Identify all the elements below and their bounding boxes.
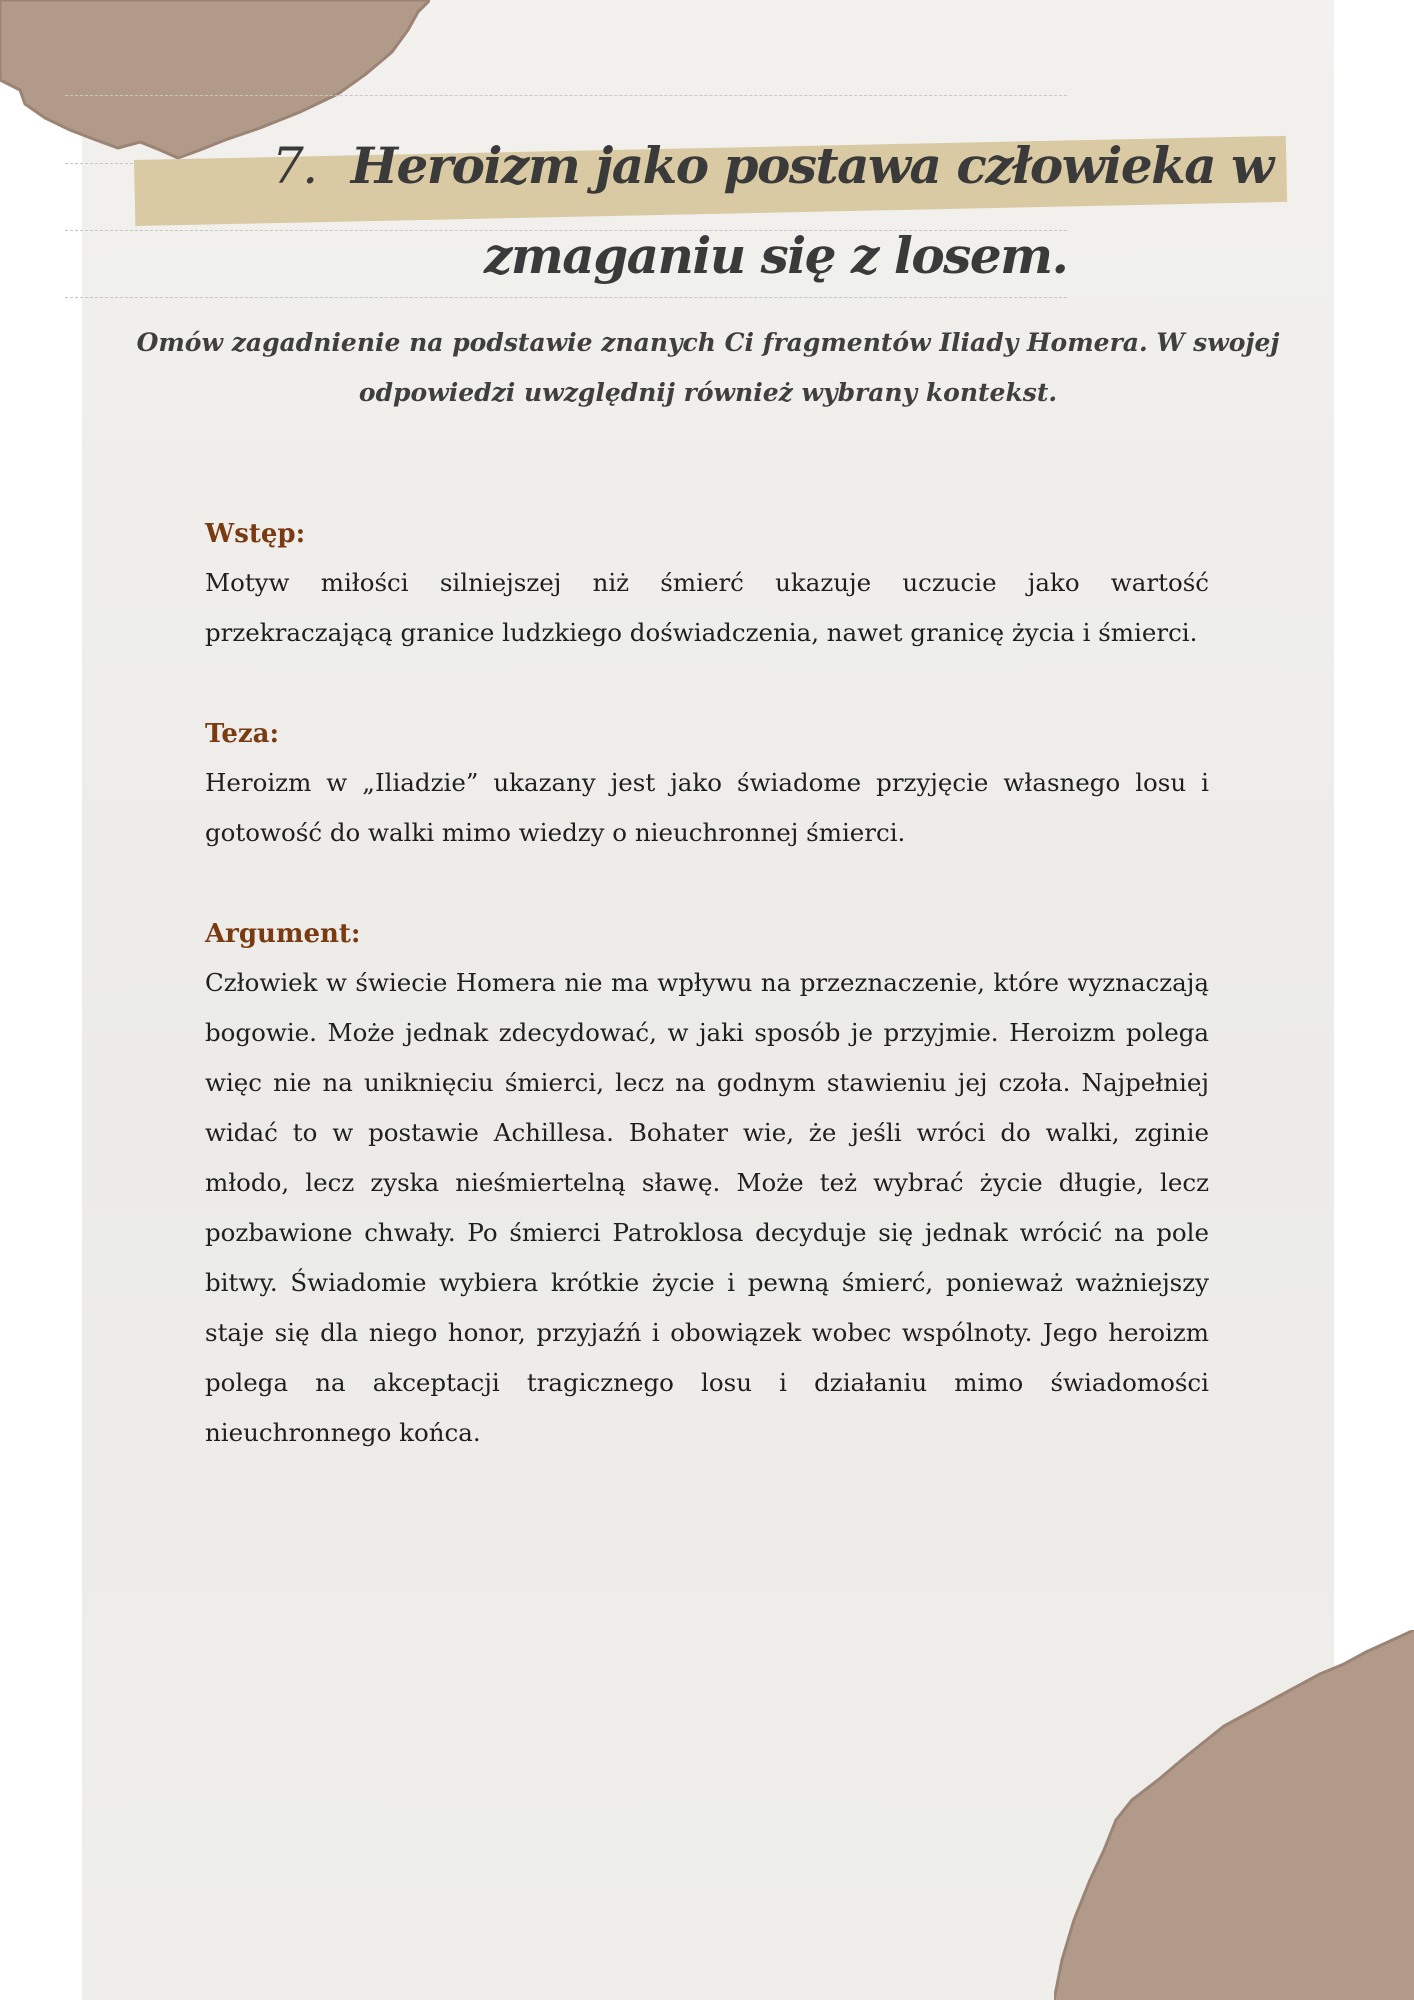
section-heading-intro: Wstęp:	[205, 519, 306, 549]
page-title-line-2: zmaganiu się z losem.	[484, 226, 1068, 285]
section-text-intro: Motyw miłości silniejszej niż śmierć ukazuje uczucie jako wartość przekraczającą granice ludzkiego doświadczenia, nawet granicę życia i śmierci.	[205, 568, 1209, 647]
ruled-line	[65, 297, 1067, 298]
section-intro	[205, 516, 1209, 658]
section-text-argument: Człowiek w świecie Homera nie ma wpływu na przeznaczenie, które wyznaczają bogowie. Może jednak zdecydować, w jaki sposób je przyjmie. Heroizm polega więc nie na uniknięciu śmierci, lecz na godnym stawieniu jej czoła. Najpełniej widać to w postawie Achillesa. Bohater wie, że jeśli wróci do walki, zginie młodo, lecz zyska nieśmiertelną sławę. Może też wybrać życie długie, lecz pozbawione chwały. Po śmierci Patroklosa decyduje się jednak wrócić na pole bitwy. Świadomie wybiera krótkie życie i pewną śmierć, ponieważ ważniejszy staje się dla niego honor, przyjaźń i obowiązek wobec wspólnoty. Jego heroizm polega na akceptacji tragicznego losu i działaniu mimo świadomości nieuchronnego końca.	[205, 968, 1209, 1447]
section-text-thesis: Heroizm w „Iliadzie” ukazany jest jako świadome przyjęcie własnego losu i gotowość do walki mimo wiedzy o nieuchronnej śmierci.	[205, 768, 1209, 847]
section-heading-argument: Argument:	[205, 919, 361, 949]
title-text-line-1: Heroizm jako postawa człowieka w	[350, 136, 1273, 195]
torn-paper-bottom-right	[1054, 1630, 1414, 2000]
title-number: 7.	[272, 137, 317, 195]
ruled-line	[65, 95, 1067, 96]
section-argument	[205, 916, 1209, 1458]
section-heading-thesis: Teza:	[205, 719, 280, 749]
section-thesis	[205, 716, 1209, 858]
page-title-line-1	[272, 136, 1272, 195]
task-instruction: Omów zagadnienie na podstawie znanych Ci fragmentów Iliady Homera. W swojej odpowiedzi uwzględnij również wybrany kontekst.	[136, 328, 1280, 407]
